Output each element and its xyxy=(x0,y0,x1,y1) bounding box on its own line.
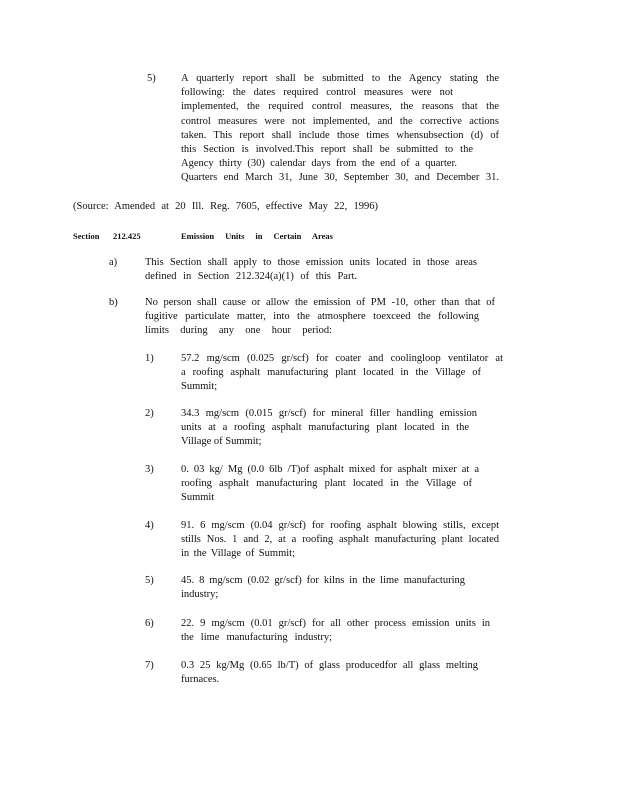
text-line: Quarters end March 31, June 30, September 30, and December 31. xyxy=(181,172,499,184)
item-4-text xyxy=(181,519,499,562)
text-line: following: the dates required control measures were not xyxy=(181,87,453,99)
text-line: 0.3 25 kg/Mg (0.65 lb/T) of glass producedfor all glass melting xyxy=(181,660,478,671)
text-line: control measures were not implemented, and the corrective actions xyxy=(181,115,499,127)
text-line: this Section is involved.This report shall be submitted to the xyxy=(181,144,473,156)
text-line: the lime manufacturing industry; xyxy=(181,632,332,644)
item-3-text xyxy=(181,463,479,506)
text-line: 57.2 mg/scm (0.025 gr/scf) for coater and coolingloop ventilator at xyxy=(181,353,503,364)
text-line: industry; xyxy=(181,589,219,601)
text-line: 45. 8 mg/scm (0.02 gr/scf) for kilns in the lime manufacturing xyxy=(181,575,465,586)
text-line: defined in Section 212.324(a)(1) of this Part. xyxy=(145,271,357,283)
text-line: fugitive particulate matter, into the atmosphere toexceed the following xyxy=(145,311,479,323)
text-line: Agency thirty (30) calendar days from the end of a quarter. xyxy=(181,158,457,170)
text-line: in the Village of Summit; xyxy=(181,548,295,560)
text-line: roofing asphalt manufacturing plant located in the Village of xyxy=(181,478,472,490)
text-line: 22. 9 mg/scm (0.01 gr/scf) for all other process emission units in xyxy=(181,618,490,629)
item-number: 1) xyxy=(145,353,154,364)
text-line: This Section shall apply to those emission units located in those areas xyxy=(145,257,477,268)
item-6-text xyxy=(181,617,490,645)
item-number: 3) xyxy=(145,464,154,475)
text-line: Summit xyxy=(181,492,215,504)
item-2-text xyxy=(181,407,477,450)
text-line: stills Nos. 1 and 2, at a roofing asphalt manufacturing plant located xyxy=(181,534,499,546)
paragraph-b-text xyxy=(145,296,495,339)
text-line: implemented, the required control measures, the reasons that the xyxy=(181,101,499,113)
item-5-text xyxy=(181,72,499,186)
item-number: 2) xyxy=(145,408,154,419)
item-number: 7) xyxy=(145,660,154,671)
paragraph-label: a) xyxy=(109,257,118,268)
text-line: a roofing asphalt manufacturing plant located in the Village of xyxy=(181,367,481,379)
text-line: units at a roofing asphalt manufacturing plant located in the xyxy=(181,422,469,434)
paragraph-label: b) xyxy=(109,297,118,308)
text-line: 34.3 mg/scm (0.015 gr/scf) for mineral filler handling emission xyxy=(181,408,477,419)
source-note: (Source: Amended at 20 Ill. Reg. 7605, effective May 22, 1996) xyxy=(73,201,378,212)
text-line: Village of Summit; xyxy=(181,436,262,448)
section-number: 212.425 xyxy=(113,231,141,241)
text-line: A quarterly report shall be submitted to the Agency stating the xyxy=(181,73,499,84)
text-line: 91. 6 mg/scm (0.04 gr/scf) for roofing asphalt blowing stills, except xyxy=(181,520,499,531)
text-line: No person shall cause or allow the emission of PM -10, other than that of xyxy=(145,297,495,308)
text-line: 0. 03 kg/ Mg (0.0 6lb /T)of asphalt mixed for asphalt mixer at a xyxy=(181,464,479,475)
item-1-text xyxy=(181,352,503,395)
paragraph-a-text xyxy=(145,256,477,284)
item-number: 6) xyxy=(145,618,154,629)
item-5-limit-text xyxy=(181,574,465,602)
text-line: Summit; xyxy=(181,381,218,393)
text-line: furnaces. xyxy=(181,674,220,686)
text-line: taken. This report shall include those times whensubsection (d) of xyxy=(181,129,499,141)
section-title: Emission Units in Certain Areas xyxy=(181,231,333,241)
item-number: 5) xyxy=(145,575,154,586)
item-7-text xyxy=(181,659,478,687)
section-label: Section xyxy=(73,231,100,241)
item-number: 4) xyxy=(145,520,154,531)
text-line: limits during any one hour period: xyxy=(145,325,332,337)
item-number: 5) xyxy=(147,73,156,84)
